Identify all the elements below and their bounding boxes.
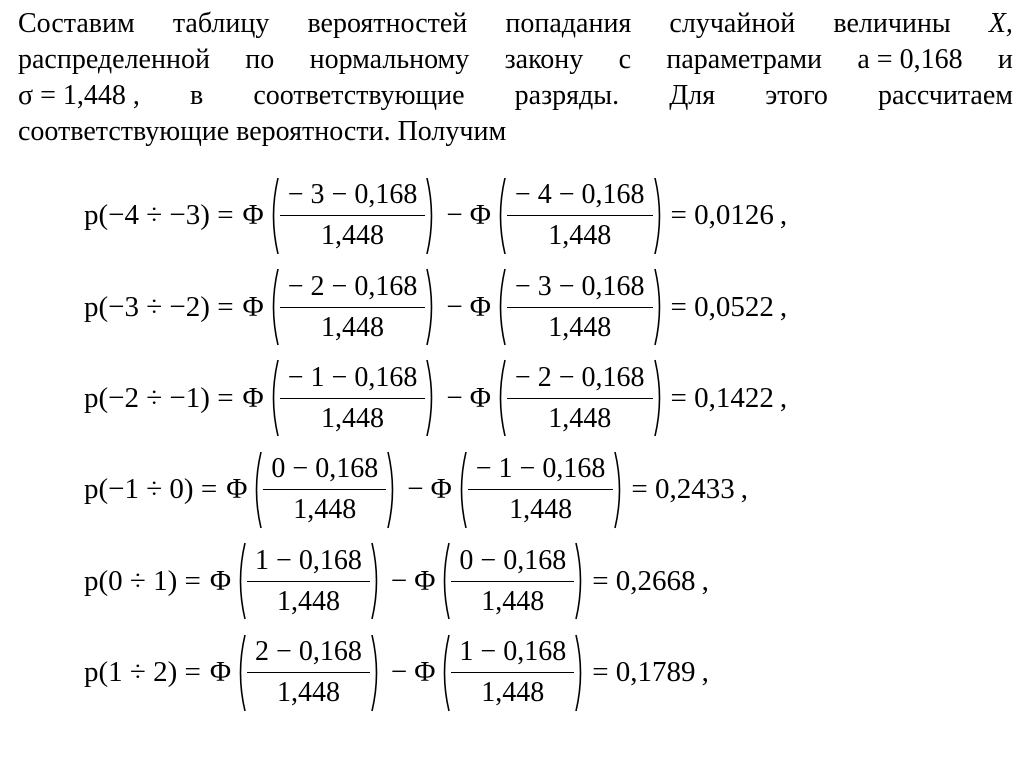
word: по [245,44,275,75]
bracketed-fraction [233,633,384,713]
formula-lhs: p(−2 ÷ −1) = [84,381,234,414]
intro-line-1 [18,6,1013,42]
right-paren [574,633,588,713]
formula-lhs: p(1 ÷ 2) = [84,656,201,689]
fraction-denominator: 1,448 [507,398,653,437]
left-paren [437,633,451,713]
bracketed-fraction [249,450,400,530]
formula-end: , [701,656,709,689]
fraction-numerator: 1 − 0,168 [459,636,567,668]
bracketed-fraction [493,176,667,256]
formula-end: , [779,290,788,323]
fraction [511,177,649,254]
fraction-numerator: 0 − 0,168 [271,453,379,485]
intro-line-3 [18,78,1013,114]
fraction-numerator: − 3 − 0,168 [287,179,418,211]
phi-symbol: Φ [226,473,248,506]
formula-result: = 0,0522 [670,290,774,323]
fraction [455,634,570,711]
variable-x: X, [988,8,1013,39]
phi-symbol: Φ [469,199,491,232]
fraction-numerator: − 2 − 0,168 [514,361,645,393]
fraction-denominator: 1,448 [468,489,614,528]
right-paren [425,176,439,256]
fraction-denominator: 1,448 [507,307,653,346]
fraction [251,634,366,711]
formula-lhs: p(−1 ÷ 0) = [84,473,218,506]
phi-symbol: Φ [469,290,491,323]
word: таблицу [172,8,270,39]
fraction-numerator: 0 − 0,168 [459,544,567,576]
formula-result: = 0,1789 [592,656,696,689]
left-paren [493,358,507,438]
probability-formula [84,627,984,718]
fraction-numerator: − 2 − 0,168 [287,270,418,302]
left-paren [233,541,247,621]
probability-formula [84,353,984,444]
minus-operator: − [390,564,408,597]
fraction [284,177,422,254]
fraction-numerator: 1 − 0,168 [255,544,362,576]
formula-result: = 0,1422 [670,381,774,414]
minus-operator: − [446,199,463,232]
phi-symbol: Φ [414,656,436,689]
fraction-denominator: 1,448 [280,307,426,346]
right-paren [370,633,384,713]
right-paren [574,541,588,621]
formula-lhs: p(−3 ÷ −2) = [84,290,234,323]
right-paren [425,358,439,438]
word: соответствующие [253,80,465,111]
phi-symbol: Φ [414,564,436,597]
word: закону [504,44,584,75]
word: нормальному [309,44,470,75]
phi-symbol: Φ [242,199,264,232]
bracketed-fraction [493,358,667,438]
formula-result: = 0,2433 [631,473,735,506]
bracketed-fraction [454,450,628,530]
left-paren [454,450,468,530]
word: попадания [505,8,632,39]
formula-end: , [779,199,788,232]
formula-lhs: p(0 ÷ 1) = [84,564,201,597]
fraction [284,360,422,437]
fraction-numerator: − 4 − 0,168 [514,179,645,211]
probability-formula [84,536,984,627]
fraction [511,269,649,346]
formula-result: = 0,0126 [670,199,774,232]
left-paren [233,633,247,713]
right-paren [425,267,439,347]
right-paren [386,450,400,530]
fraction [251,543,366,620]
left-paren [493,176,507,256]
bracketed-fraction [493,267,667,347]
fraction-denominator: 1,448 [263,489,386,528]
fraction-denominator: 1,448 [451,581,574,620]
bracketed-fraction [233,541,384,621]
intro-paragraph [18,6,1013,150]
formula-list [84,170,984,718]
fraction-denominator: 1,448 [280,215,426,254]
phi-symbol: Φ [209,564,232,597]
fraction-denominator: 1,448 [507,215,653,254]
fraction [284,269,422,346]
fraction-numerator: − 1 − 0,168 [287,361,418,393]
left-paren [437,541,451,621]
right-paren [653,267,667,347]
right-paren [653,176,667,256]
word: Для [669,80,716,111]
fraction-denominator: 1,448 [280,398,426,437]
fraction-denominator: 1,448 [247,672,370,711]
intro-line-4: соответствующие вероятности. Получим [18,116,507,147]
minus-operator: − [390,656,408,689]
probability-formula [84,261,984,352]
bracketed-fraction [266,176,440,256]
word: вероятностей [307,8,468,39]
formula-result: = 0,2668 [592,564,696,597]
word: распределенной [18,44,210,75]
word: случайной [669,8,796,39]
phi-symbol: Φ [430,473,452,506]
fraction-denominator: 1,448 [451,672,574,711]
probability-formula [84,170,984,261]
left-paren [266,358,280,438]
word: в [190,80,204,111]
parameter-a: a = 0,168 [857,44,963,75]
left-paren [249,450,263,530]
fraction-numerator: 2 − 0,168 [255,636,362,668]
fraction [511,360,649,437]
formula-lhs: p(−4 ÷ −3) = [84,199,234,232]
fraction [267,451,382,528]
left-paren [266,176,280,256]
bracketed-fraction [437,541,588,621]
formula-end: , [779,381,788,414]
word: с [618,44,632,75]
minus-operator: − [407,473,424,506]
phi-symbol: Φ [469,381,491,414]
word: этого [765,80,828,111]
right-paren [613,450,627,530]
minus-operator: − [446,290,463,323]
word: Составим [18,8,135,39]
bracketed-fraction [437,633,588,713]
left-paren [493,267,507,347]
word: разряды. [514,80,620,111]
phi-symbol: Φ [242,381,264,414]
right-paren [370,541,384,621]
word: и [997,44,1013,75]
fraction [455,543,570,620]
bracketed-fraction [266,358,440,438]
bracketed-fraction [266,267,440,347]
word: рассчитаем [878,80,1013,111]
fraction-numerator: − 1 − 0,168 [475,453,606,485]
right-paren [653,358,667,438]
word: величины [833,8,951,39]
formula-end: , [701,564,709,597]
parameter-sigma: σ = 1,448 , [18,80,140,111]
phi-symbol: Φ [209,656,232,689]
phi-symbol: Φ [242,290,264,323]
word: параметрами [666,44,823,75]
probability-formula [84,444,984,535]
fraction [472,451,610,528]
fraction-numerator: − 3 − 0,168 [514,270,645,302]
formula-end: , [740,473,748,506]
left-paren [266,267,280,347]
fraction-denominator: 1,448 [247,581,370,620]
intro-line-2 [18,42,1013,78]
minus-operator: − [446,381,463,414]
